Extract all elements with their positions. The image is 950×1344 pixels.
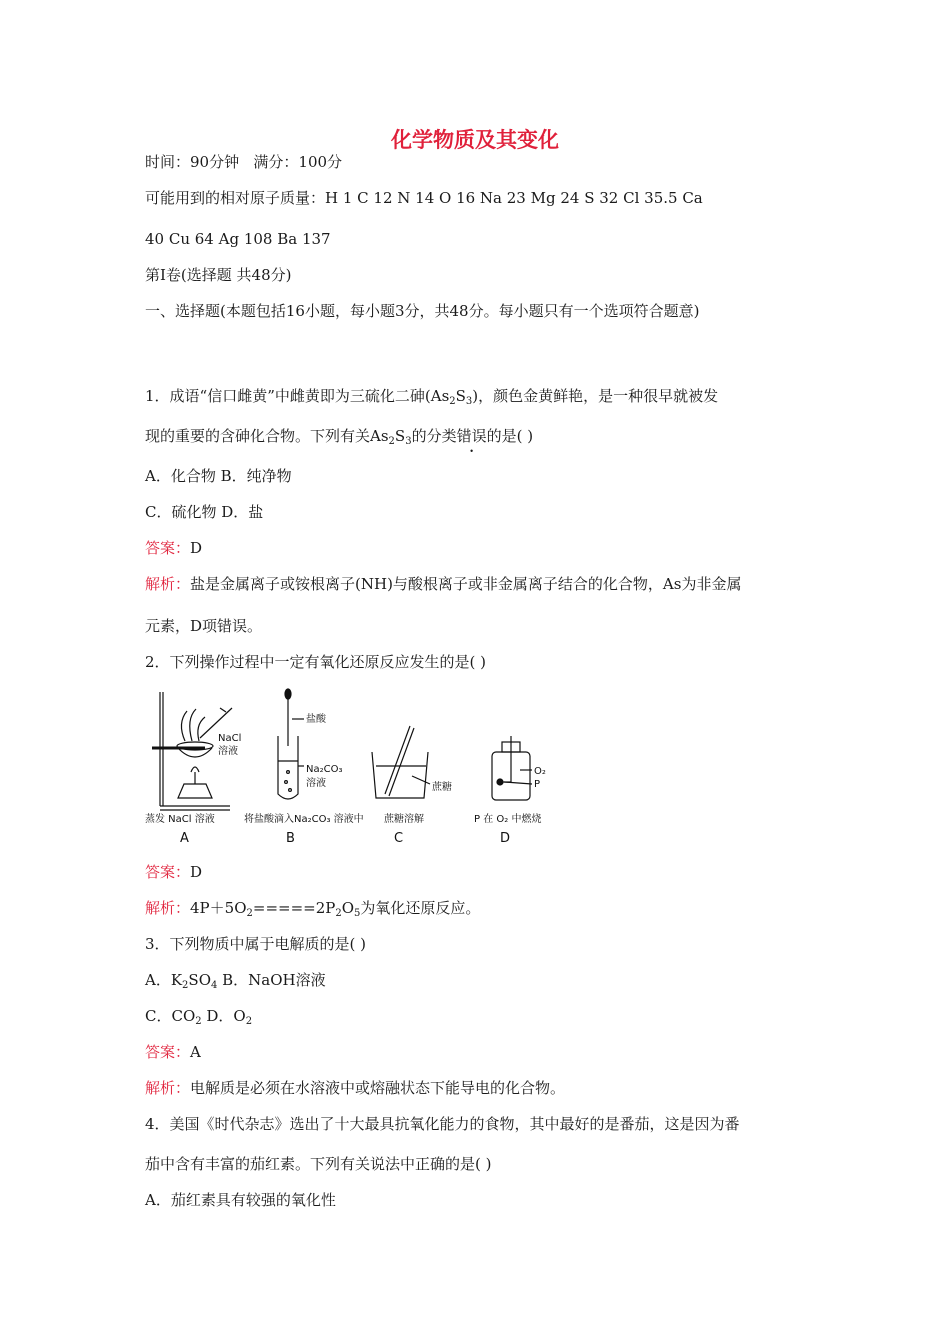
q1-analysis-line-2: 元素，D项错误。 (145, 617, 263, 635)
fig-b-label-3: 溶液 (306, 778, 326, 789)
analysis-label: 解析： (145, 899, 191, 917)
fig-d-label-2: P (534, 779, 541, 790)
fig-d-label-1: O₂ (534, 766, 546, 777)
fig-letter-d: D (500, 831, 511, 846)
time-label: 时间：90分钟 (145, 153, 240, 171)
analysis-label: 解析： (145, 575, 191, 593)
fig-c-label: 蔗糖 (432, 782, 452, 793)
q2-experiment-figure (140, 686, 560, 846)
fig-b-label-2: Na₂CO₃ (306, 764, 343, 775)
fig-a-label-1: NaCl (218, 733, 242, 744)
exam-meta (145, 152, 342, 172)
q2-answer: 答案：D (145, 863, 203, 881)
section-instruction: 一、选择题(本题包括16小题，每小题3分，共48分。每小题只有一个选项符合题意) (145, 302, 700, 320)
q2-analysis: 解析：$4P+5O_2=====2P_2O_5$为氧化还原反应。 (145, 899, 481, 919)
q3-stem: 3．下列物质中属于电解质的是( ) (145, 935, 367, 953)
fig-letter-a: A (180, 831, 189, 846)
fig-a-caption: 蒸发 NaCl 溶液 (145, 814, 215, 825)
gas-bottle-apparatus (492, 736, 532, 800)
fig-letter-b: B (286, 831, 295, 846)
atomic-masses-line-2: 40 Cu 64 Ag 108 Ba 137 (145, 230, 331, 248)
fig-letter-c: C (394, 831, 404, 846)
fig-b-caption: 将盐酸滴入Na₂CO₃ 溶液中 (244, 814, 364, 825)
answer-label: 答案： (145, 863, 191, 881)
q4-option-a: A．茄红素具有较强的氧化性 (145, 1191, 336, 1209)
q2-stem: 2．下列操作过程中一定有氧化还原反应发生的是( ) (145, 653, 487, 671)
q3-answer: 答案：A (145, 1043, 201, 1061)
q3-analysis: 解析：电解质是必须在水溶液中或熔融状态下能导电的化合物。 (145, 1079, 566, 1097)
fig-a-label-2: 溶液 (218, 746, 238, 757)
answer-label: 答案： (145, 1043, 191, 1061)
q1-answer: 答案：D (145, 539, 203, 557)
beaker-apparatus (372, 726, 430, 798)
q3-options-ab: A．$K_2SO_4$ B．NaOH溶液 (145, 971, 326, 991)
emphasis-word: 错误 (456, 427, 487, 445)
q1-analysis-line-1: 解析：盐是金属离子或铵根离子(NH)与酸根离子或非金属离子结合的化合物，As为非金属 (145, 575, 742, 593)
q1-stem-line-1: 1．成语“信口雌黄”中雌黄即为三硫化二砷$(As_2S_3)$，颜色金黄鲜艳，是一种很早就被发 (145, 387, 719, 407)
q1-stem-line-2: 现的重要的含砷化合物。下列有关$As_2S_3$的分类错误的是( ) (145, 427, 534, 447)
atomic-masses-line-1: 可能用到的相对原子质量：H 1 C 12 N 14 O 16 Na 23 Mg 24 S 32 Cl 35.5 Ca (145, 189, 703, 207)
analysis-label: 解析： (145, 1079, 191, 1097)
page-title: 化学物质及其变化 (391, 127, 559, 152)
answer-label: 答案： (145, 539, 191, 557)
fig-c-caption: 蔗糖溶解 (384, 814, 424, 825)
q4-stem-line-1: 4．美国《时代杂志》选出了十大最具抗氧化能力的食物，其中最好的是番茄，这是因为番 (145, 1115, 740, 1133)
q1-options-cd: C．硫化物 D．盐 (145, 503, 264, 521)
score-label: 满分：100分 (253, 153, 343, 171)
fig-d-caption: P 在 O₂ 中燃烧 (474, 814, 542, 825)
test-tube-apparatus (278, 689, 304, 799)
fig-b-label-1: 盐酸 (306, 714, 326, 725)
volume-heading: 第Ⅰ卷(选择题 共48分) (145, 266, 292, 284)
q1-options-ab: A．化合物 B．纯净物 (145, 467, 292, 485)
q3-options-cd: C．$CO_2$ D．$O_2$ (145, 1007, 253, 1027)
q4-stem-line-2: 茄中含有丰富的茄红素。下列有关说法中正确的是( ) (145, 1155, 492, 1173)
